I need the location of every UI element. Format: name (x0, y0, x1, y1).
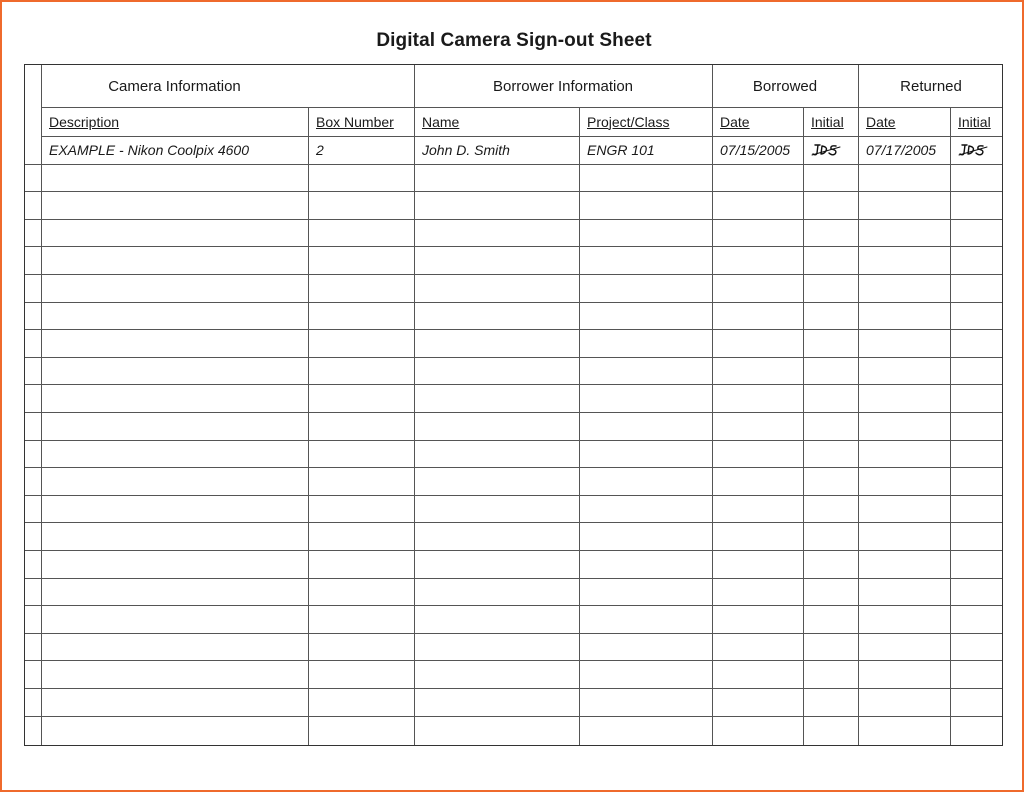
table-row-divider (25, 578, 1002, 579)
grid-line (41, 65, 42, 745)
example-project-class: ENGR 101 (587, 142, 655, 158)
table-row-divider (25, 164, 1002, 165)
example-borrowed-initial-signature (803, 136, 858, 164)
example-borrowed-date: 07/15/2005 (720, 142, 791, 158)
table-row-divider (25, 384, 1002, 385)
table-row-divider (25, 467, 1002, 468)
example-returned-initial-signature (950, 136, 1004, 164)
table-row-divider (25, 605, 1002, 606)
example-name: John D. Smith (422, 142, 510, 158)
example-description: EXAMPLE - Nikon Coolpix 4600 (49, 142, 249, 158)
column-header-borrowed-initial: Initial (811, 113, 844, 130)
table-row-divider (25, 716, 1002, 717)
sign-out-table (24, 64, 1003, 746)
table-row-divider (25, 219, 1002, 220)
group-header-returned: Returned (900, 77, 962, 95)
table-row-divider (25, 440, 1002, 441)
table-row-divider (25, 412, 1002, 413)
group-header-borrower-information: Borrower Information (492, 77, 634, 95)
column-header-box-number: Box Number (316, 113, 394, 130)
grid-line (803, 107, 804, 745)
column-header-project-class: Project/Class (587, 113, 670, 130)
grid-line (579, 107, 580, 745)
table-row-divider (25, 633, 1002, 634)
column-header-description: Description (49, 113, 120, 130)
table-row-divider (25, 522, 1002, 523)
table-row-divider (25, 660, 1002, 661)
grid-line (308, 107, 309, 745)
example-returned-date: 07/17/2005 (866, 142, 937, 158)
grid-line (858, 65, 859, 745)
table-row-divider (25, 329, 1002, 330)
table-row-divider (25, 302, 1002, 303)
table-row-divider (25, 550, 1002, 551)
grid-line (712, 65, 713, 745)
table-row-divider (25, 495, 1002, 496)
table-row-divider (25, 357, 1002, 358)
group-header-camera-information: Camera Information (108, 77, 241, 95)
group-header-borrowed: Borrowed (752, 77, 818, 95)
page-title: Digital Camera Sign-out Sheet (376, 30, 652, 51)
table-row-divider (25, 191, 1002, 192)
grid-line (414, 65, 415, 745)
column-header-returned-initial: Initial (958, 113, 991, 130)
table-row-divider (25, 246, 1002, 247)
column-header-name: Name (422, 113, 460, 130)
example-box-number: 2 (316, 142, 324, 158)
column-header-borrowed-date: Date (720, 113, 750, 130)
table-row-divider (25, 274, 1002, 275)
table-row-divider (25, 688, 1002, 689)
column-header-returned-date: Date (866, 113, 896, 130)
grid-line (950, 107, 951, 745)
